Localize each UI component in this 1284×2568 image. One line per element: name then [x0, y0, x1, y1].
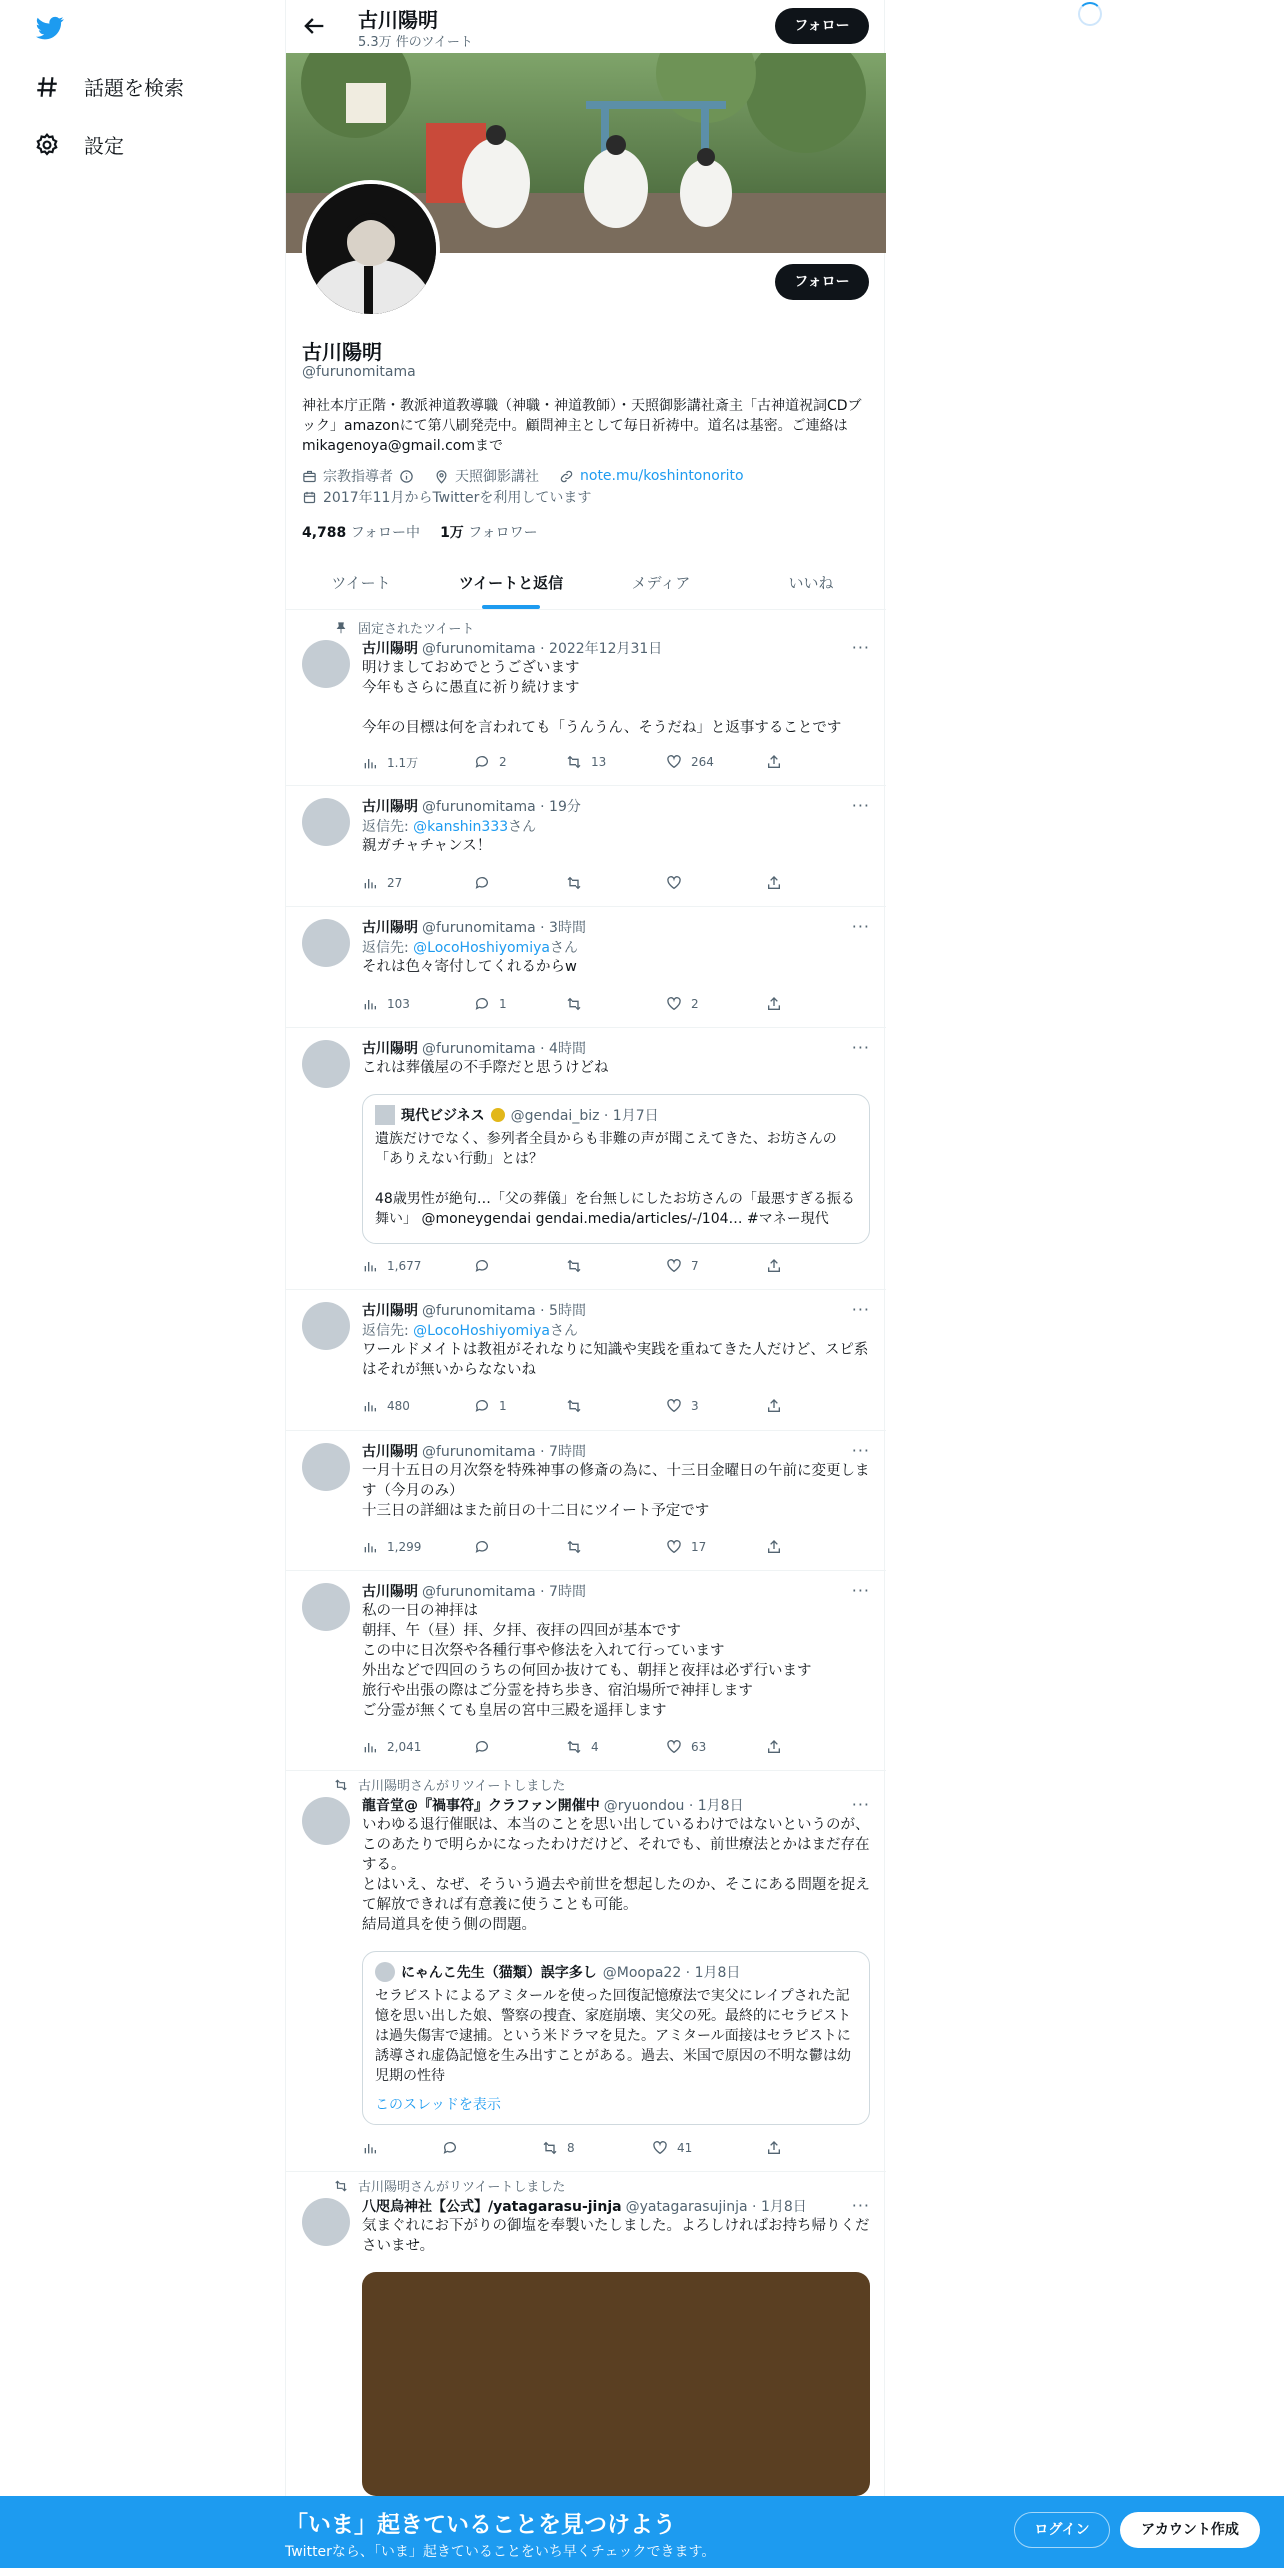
views-icon	[362, 1258, 378, 1274]
following-stat[interactable]	[302, 522, 420, 542]
profile-stats	[302, 522, 538, 542]
retweet-action[interactable]	[566, 1398, 591, 1414]
quote-text: 遺族だけでなく、参列者全員からも非難の声が聞こえてきた、お坊さんの「ありえない行動」とは？ 48歳男性が絶句…「父の葬儀」を台無しにしたお坊さんの「最悪すぎる振る舞い」 @moneygendai gendai.media/articles/-/104… #マネー現代	[375, 1131, 855, 1227]
share-icon	[766, 1539, 782, 1555]
more-icon[interactable]: ···	[851, 1795, 870, 1814]
heart-icon	[666, 1539, 682, 1555]
retweet-icon	[566, 1398, 582, 1414]
reply-icon	[474, 1539, 490, 1555]
quote-author-name: にゃんこ先生（猫類）誤字多し	[401, 1965, 597, 1981]
retweet-indicator	[334, 2176, 565, 2195]
views-count: 1.1万	[387, 756, 419, 770]
heart-icon	[666, 1398, 682, 1414]
more-icon[interactable]: ···	[851, 1038, 870, 1057]
tweet-meta: @furunomitama · 7時間	[422, 1444, 586, 1460]
views-action[interactable]	[362, 996, 410, 1012]
quote-header	[375, 1105, 659, 1125]
profile-bio: 神社本庁正階・教派神道教導職（神職・神道教師）・天照御影講社斎主「古神道祝詞CDブック」amazonにて第八刷発売中。顧問神主として毎日祈祷中。道名は基密。ご連絡はmikagenoya@gmail.comまで	[302, 398, 862, 454]
more-icon[interactable]: ···	[851, 2196, 870, 2215]
retweet-icon	[334, 2179, 348, 2193]
retweet-icon	[566, 754, 582, 770]
retweet-count: 13	[591, 755, 607, 769]
reply-prefix: 返信先:	[362, 940, 414, 956]
like-action[interactable]	[666, 875, 691, 891]
more-icon[interactable]: ···	[851, 1581, 870, 1600]
views-icon	[362, 996, 378, 1012]
share-action[interactable]	[766, 1398, 782, 1414]
retweet-icon	[542, 2140, 558, 2156]
tweet-actions	[362, 2140, 782, 2160]
like-count: 41	[677, 2141, 693, 2155]
tweet-text: これは葬儀屋の不手際だと思うけどね	[362, 1060, 609, 1076]
profile-header-bar	[286, 0, 886, 53]
signup-button[interactable]: アカウント作成	[1120, 2512, 1260, 2548]
quote-avatar	[375, 1962, 395, 1982]
heart-icon	[652, 2140, 668, 2156]
heart-icon	[666, 875, 682, 891]
reply-count: 1	[499, 997, 507, 1011]
reply-to-link[interactable]: @LocoHoshiyomiya	[413, 1323, 550, 1339]
avatar[interactable]	[302, 1040, 350, 1088]
views-action[interactable]	[362, 754, 418, 771]
tweet-text: いわゆる退行催眠は、本当のことを思い出しているわけではないというのが、このあたりで明らかになったわけだけど、それでも、前世療法とかはまだ存在する。 とはいえ、なぜ、そういう過去や前世を想起したのか、そこにある問題を捉えて解放できれば有意義に使うことも可能。 結局道具を使う側の問題。	[362, 1817, 870, 1933]
reply-icon	[474, 754, 490, 770]
heart-icon	[666, 996, 682, 1012]
retweet-icon	[334, 1778, 348, 1792]
tweet-header	[362, 1581, 870, 1601]
views-icon	[362, 875, 378, 891]
info-icon[interactable]	[399, 469, 414, 484]
like-action[interactable]	[666, 1398, 699, 1414]
avatar[interactable]	[302, 1443, 350, 1491]
profile-location: 天照御影講社	[455, 469, 539, 485]
like-count: 63	[691, 1740, 707, 1754]
tweet-header	[362, 2196, 870, 2216]
share-icon	[766, 2140, 782, 2156]
tweet-body	[362, 1581, 870, 1721]
tweet-author-name[interactable]: 古川陽明	[362, 641, 418, 657]
reply-to-link[interactable]: @kanshin333	[413, 819, 509, 835]
retweet-action[interactable]	[566, 1539, 591, 1555]
tweet-item[interactable]	[286, 907, 886, 1028]
nav-settings[interactable]	[34, 130, 124, 159]
pin-icon	[334, 621, 348, 635]
tweet-meta: @furunomitama · 2022年12月31日	[422, 641, 663, 657]
heart-icon	[666, 1739, 682, 1755]
retweet-count: 8	[567, 2141, 575, 2155]
loading-spinner-icon	[1078, 2, 1102, 26]
verified-badge-icon	[491, 1108, 505, 1122]
calendar-icon	[302, 490, 317, 505]
profile-meta-row	[302, 466, 744, 486]
tweet-item[interactable]	[286, 1290, 886, 1431]
quote-header	[375, 1962, 740, 1982]
profile-tabs	[286, 557, 886, 610]
retweet-icon	[566, 1258, 582, 1274]
more-icon[interactable]: ···	[851, 796, 870, 815]
tweet-actions	[362, 875, 782, 895]
tweet-text: それは色々寄付してくれるからw	[362, 959, 577, 975]
retweet-action[interactable]	[566, 1258, 591, 1274]
tweet-header	[362, 796, 870, 816]
views-count: 103	[387, 997, 410, 1011]
quote-author-name: 現代ビジネス	[401, 1108, 485, 1124]
more-icon[interactable]: ···	[851, 917, 870, 936]
login-button[interactable]: ログイン	[1014, 2512, 1110, 2548]
quote-text: セラピストによるアミタールを使った回復記憶療法で実父にレイプされた記憶を思い出した娘、警察の捜査、家庭崩壊、実父の死。最終的にセラピストは過失傷害で逮捕。という米ドラマを見た。アミタール面接はセラピストに誘導され虚偽記憶を生み出すことがある。過去、米国で原因の不明な鬱は幼児期の性待	[375, 1988, 851, 2084]
retweet-indicator	[334, 1775, 565, 1794]
tweet-text: 親ガチャチャンス！	[362, 838, 492, 854]
retweet-icon	[566, 1739, 582, 1755]
reply-context	[362, 1320, 870, 1340]
profile-url-link[interactable]: note.mu/koshintonorito	[580, 468, 744, 484]
tweet-item[interactable]	[286, 610, 886, 786]
avatar[interactable]	[302, 798, 350, 846]
views-action[interactable]	[362, 1398, 410, 1414]
like-count: 264	[691, 755, 714, 769]
retweet-label: 古川陽明さんがリツイートしました	[358, 1779, 566, 1794]
profile-handle: @furunomitama	[302, 364, 416, 380]
header-tweet-count: 5.3万 件のツイート	[358, 35, 473, 50]
retweet-action[interactable]	[566, 996, 591, 1012]
avatar[interactable]	[302, 1302, 350, 1350]
heart-icon	[666, 1258, 682, 1274]
quote-meta: @gendai_biz · 1月7日	[510, 1108, 659, 1124]
tab-likes[interactable]: いいね	[788, 574, 834, 592]
tweet-actions	[362, 1739, 782, 1759]
twitter-logo-icon[interactable]	[34, 14, 66, 42]
quoted-tweet[interactable]	[362, 1094, 870, 1244]
more-icon[interactable]: ···	[851, 1441, 870, 1460]
reply-icon	[474, 875, 490, 891]
header-follow-button[interactable]: フォロー	[775, 8, 869, 44]
briefcase-icon	[302, 469, 317, 484]
retweet-icon	[566, 875, 582, 891]
views-icon	[362, 755, 378, 771]
tweet-author-name[interactable]: 龍音堂@『禍事符』クラファン開催中	[362, 1798, 600, 1814]
tweet-meta: @furunomitama · 3時間	[422, 920, 586, 936]
reply-action[interactable]	[442, 2140, 467, 2156]
heart-icon	[666, 754, 682, 770]
share-icon	[766, 1258, 782, 1274]
views-action[interactable]	[362, 1258, 421, 1274]
tweet-body	[362, 1300, 870, 1380]
tweet-text: 私の一日の神拝は 朝拝、午（昼）拝、夕拝、夜拝の四回が基本です この中に日次祭や各種行事や修法を入れて行っています 外出などで四回のうちの何回か抜けても、朝拝と夜拝は必ず行います 旅行や出張の際はご分霊を持ち歩き、宿泊場所で神拝します ご分霊が無くても皇居の宮中三殿を遥拝します	[362, 1603, 812, 1719]
gear-icon	[34, 132, 60, 158]
tweet-header	[362, 1441, 870, 1461]
retweet-action[interactable]	[566, 1739, 599, 1755]
tweet-item[interactable]	[286, 2172, 886, 2496]
link-icon	[559, 469, 574, 484]
main-column	[285, 0, 885, 2568]
tweet-text: 一月十五日の月次祭を特殊神事の修斎の為に、十三日金曜日の午前に変更します（今月のみ） 十三日の詳細はまた前日の十二日にツイート予定です	[362, 1463, 870, 1519]
quote-avatar	[375, 1105, 395, 1125]
reply-action[interactable]	[474, 1539, 499, 1555]
tweet-author-name[interactable]: 古川陽明	[362, 1444, 418, 1460]
tweet-actions	[362, 996, 782, 1016]
share-icon	[766, 1739, 782, 1755]
tweet-media-image[interactable]	[362, 2272, 870, 2496]
views-action[interactable]	[362, 2140, 387, 2156]
tweet-text: 明けましておめでとうございます 今年もさらに愚直に祈り続けます 今年の目標は何を言われても「うんうん、そうだね」と返事することです	[362, 660, 842, 736]
reply-action[interactable]	[474, 875, 499, 891]
profile-name: 古川陽明	[302, 340, 382, 364]
tweet-item[interactable]	[286, 1571, 886, 1771]
tweet-body	[362, 917, 870, 977]
tweet-item[interactable]	[286, 1431, 886, 1571]
reply-icon	[442, 2140, 458, 2156]
tweet-actions	[362, 754, 782, 774]
reply-count: 1	[499, 1399, 507, 1413]
profile-joined: 2017年11月からTwitterを利用しています	[323, 490, 592, 506]
share-icon	[766, 996, 782, 1012]
tweet-author-name[interactable]: 古川陽明	[362, 920, 418, 936]
profile-follow-button[interactable]: フォロー	[775, 264, 869, 300]
tweet-body	[362, 2196, 870, 2256]
followers-label: フォロワー	[468, 525, 538, 541]
tweet-body	[362, 796, 870, 856]
like-count: 17	[691, 1540, 707, 1554]
more-icon[interactable]: ···	[851, 638, 870, 657]
pinned-indicator	[334, 618, 474, 637]
reply-prefix: 返信先:	[362, 819, 414, 835]
more-icon[interactable]: ···	[851, 1300, 870, 1319]
share-action[interactable]	[766, 875, 782, 891]
share-action[interactable]	[766, 2140, 782, 2156]
retweet-action[interactable]	[542, 2140, 575, 2156]
tweet-header	[362, 638, 870, 658]
back-arrow-icon[interactable]	[300, 12, 328, 40]
views-count: 27	[387, 876, 403, 890]
nav-settings-label: 設定	[84, 134, 124, 158]
reply-action[interactable]	[474, 1739, 499, 1755]
avatar[interactable]	[302, 2198, 350, 2246]
like-count: 3	[691, 1399, 699, 1413]
avatar-image	[306, 184, 436, 314]
following-label: フォロー中	[350, 525, 421, 541]
retweet-action[interactable]	[566, 754, 606, 770]
reply-to-link[interactable]: @LocoHoshiyomiya	[413, 940, 550, 956]
tweet-meta: @ryuondou · 1月8日	[603, 1798, 744, 1814]
reply-action[interactable]	[474, 1398, 507, 1414]
reply-suffix: さん	[508, 819, 537, 835]
tweet-text: ワールドメイトは教祖がそれなりに知識や実践を重ねてきた人だけど、スピ系はそれが無いからなないね	[362, 1342, 869, 1378]
reply-action[interactable]	[474, 1258, 499, 1274]
views-count: 480	[387, 1399, 410, 1413]
views-icon	[362, 1539, 378, 1555]
signup-banner	[0, 2496, 1284, 2568]
like-count: 7	[691, 1259, 699, 1273]
reply-prefix: 返信先:	[362, 1323, 414, 1339]
avatar[interactable]	[302, 1797, 350, 1845]
share-action[interactable]	[766, 754, 782, 770]
reply-icon	[474, 1258, 490, 1274]
reply-action[interactable]	[474, 754, 507, 770]
tab-tweets-and-replies[interactable]: ツイートと返信	[436, 557, 586, 609]
like-action[interactable]	[666, 996, 699, 1012]
share-action[interactable]	[766, 1258, 782, 1274]
share-icon	[766, 1398, 782, 1414]
share-icon	[766, 754, 782, 770]
signup-banner-title: 「いま」起きていることを見つけよう	[285, 2512, 676, 2538]
nav-explore-label: 話題を検索	[84, 76, 184, 100]
reply-count: 2	[499, 755, 507, 769]
tweet-header	[362, 1795, 870, 1815]
like-action[interactable]	[666, 1739, 706, 1755]
views-action[interactable]	[362, 875, 402, 891]
views-action[interactable]	[362, 1739, 421, 1755]
like-action[interactable]	[666, 754, 714, 770]
tab-tweets[interactable]: ツイート	[331, 574, 391, 592]
tweet-author-name[interactable]: 古川陽明	[362, 1303, 418, 1319]
reply-suffix: さん	[549, 1323, 578, 1339]
profile-category: 宗教指導者	[323, 469, 393, 485]
views-action[interactable]	[362, 1539, 421, 1555]
tweet-item[interactable]	[286, 1028, 886, 1290]
reply-icon	[474, 1739, 490, 1755]
tweet-meta: @yatagarasujinja · 1月8日	[625, 2199, 807, 2215]
tweet-meta: @furunomitama · 5時間	[422, 1303, 586, 1319]
tweet-actions	[362, 1258, 782, 1278]
like-count: 2	[691, 997, 699, 1011]
pinned-label: 固定されたツイート	[358, 622, 475, 637]
share-action[interactable]	[766, 1539, 782, 1555]
retweet-icon	[566, 1539, 582, 1555]
share-icon	[766, 875, 782, 891]
show-thread-link[interactable]: このスレッドを表示	[375, 2097, 501, 2113]
nav-explore[interactable]	[34, 72, 184, 101]
tweet-actions	[362, 1539, 782, 1559]
retweet-action[interactable]	[566, 875, 591, 891]
like-action[interactable]	[666, 1539, 706, 1555]
tweet-item[interactable]	[286, 1771, 886, 2172]
tweet-body	[362, 1441, 870, 1521]
tweet-author-name[interactable]: 古川陽明	[362, 799, 418, 815]
tweet-meta: @furunomitama · 7時間	[422, 1584, 586, 1600]
retweet-label: 古川陽明さんがリツイートしました	[358, 2180, 566, 2195]
tab-media[interactable]: メディア	[631, 574, 691, 592]
views-icon	[362, 1398, 378, 1414]
header-name: 古川陽明	[358, 8, 438, 32]
tweet-header	[362, 917, 870, 937]
views-count: 1,299	[387, 1540, 422, 1554]
tweet-header	[362, 1038, 870, 1058]
tweet-meta: @furunomitama · 19分	[422, 799, 581, 815]
tweet-meta: @furunomitama · 4時間	[422, 1041, 586, 1057]
reply-icon	[474, 996, 490, 1012]
avatar[interactable]	[302, 640, 350, 688]
tweet-author-name[interactable]: 八咫烏神社【公式】/yatagarasu-jinja	[362, 2199, 622, 2215]
retweet-count: 4	[591, 1740, 599, 1754]
followers-count: 1万	[440, 525, 464, 541]
reply-context	[362, 816, 870, 836]
profile-avatar[interactable]	[302, 180, 440, 318]
tweet-author-name[interactable]: 古川陽明	[362, 1584, 418, 1600]
tweet-header	[362, 1300, 870, 1320]
profile-joined-row	[302, 487, 591, 507]
tweet-body	[362, 1038, 870, 1078]
share-action[interactable]	[766, 1739, 782, 1755]
share-action[interactable]	[766, 996, 782, 1012]
tweet-item[interactable]	[286, 786, 886, 907]
tweet-author-name[interactable]: 古川陽明	[362, 1041, 418, 1057]
quote-meta: @Moopa22 · 1月8日	[602, 1965, 741, 1981]
tweet-body	[362, 1795, 870, 1935]
location-pin-icon	[434, 469, 449, 484]
views-icon	[362, 2140, 378, 2156]
reply-suffix: さん	[549, 940, 578, 956]
like-action[interactable]	[652, 2140, 692, 2156]
retweet-icon	[566, 996, 582, 1012]
tweet-body	[362, 638, 870, 738]
avatar[interactable]	[302, 919, 350, 967]
following-count: 4,788	[302, 525, 347, 541]
reply-icon	[474, 1398, 490, 1414]
avatar[interactable]	[302, 1583, 350, 1631]
tweet-actions	[362, 1398, 782, 1418]
hashtag-icon	[34, 74, 60, 100]
followers-stat[interactable]	[440, 522, 538, 542]
reply-action[interactable]	[474, 996, 507, 1012]
tweet-text: 気まぐれにお下がりの御塩を奉製いたしました。よろしければお持ち帰りくださいませ。	[362, 2218, 870, 2254]
signup-banner-subtitle: Twitterなら、「いま」起きていることをいち早くチェックできます。	[285, 2544, 716, 2560]
quoted-tweet[interactable]	[362, 1951, 870, 2125]
like-action[interactable]	[666, 1258, 699, 1274]
views-icon	[362, 1739, 378, 1755]
views-count: 2,041	[387, 1740, 422, 1754]
reply-context	[362, 937, 870, 957]
views-count: 1,677	[387, 1259, 422, 1273]
